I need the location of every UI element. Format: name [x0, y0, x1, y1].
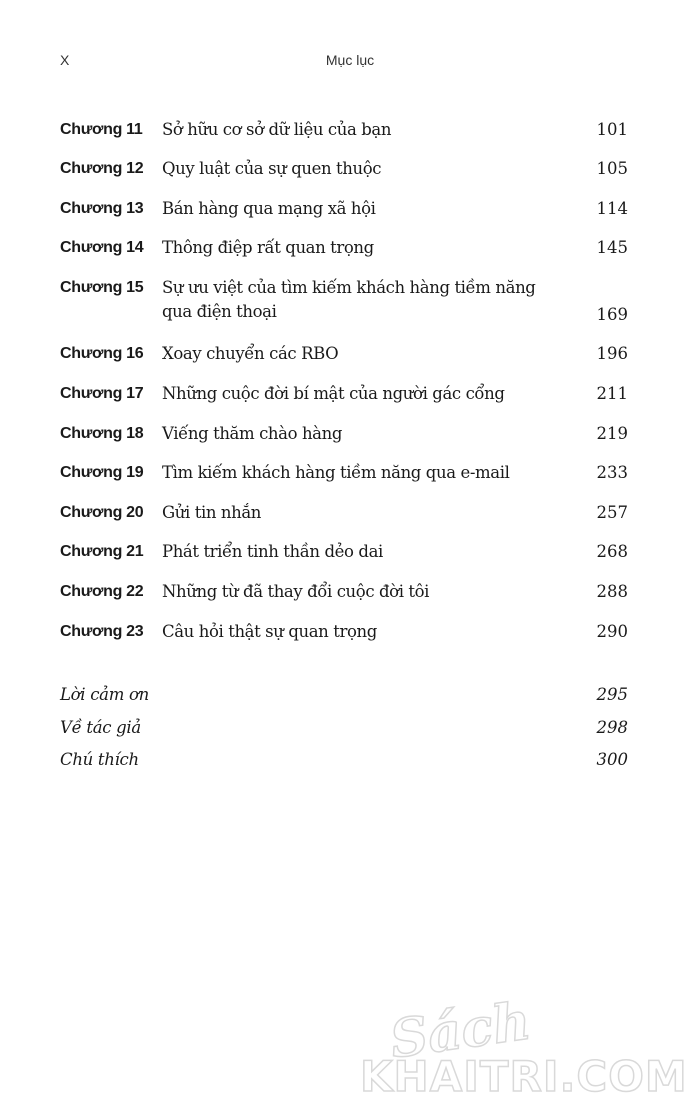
chapter-title: Những từ đã thay đổi cuộc đời tôi: [162, 582, 430, 601]
back-matter-label: Lời cảm ơn: [60, 685, 149, 704]
chapter-page-number: 211: [596, 384, 628, 403]
chapter-page-number: 257: [596, 503, 628, 522]
chapter-title: Xoay chuyển các RBO: [162, 344, 339, 363]
chapter-page-number: 288: [596, 582, 628, 601]
chapter-title: Sở hữu cơ sở dữ liệu của bạn: [162, 120, 392, 139]
chapter-label: Chương 22: [60, 583, 144, 600]
chapter-page-number: 169: [596, 305, 628, 324]
chapter-title: Gửi tin nhắn: [162, 503, 262, 522]
chapter-label: Chương 12: [60, 160, 144, 177]
page-number: X: [60, 52, 70, 68]
chapter-title: Bán hàng qua mạng xã hội: [162, 199, 376, 218]
chapter-page-number: 290: [596, 622, 628, 641]
chapter-label: Chương 13: [60, 200, 144, 217]
chapter-page-number: 196: [596, 344, 628, 363]
chapter-label: Chương 23: [60, 623, 144, 640]
back-matter-page-number: 298: [596, 718, 628, 737]
chapter-page-number: 233: [596, 463, 628, 482]
back-matter-label: Về tác giả: [60, 718, 141, 737]
chapter-title: Những cuộc đời bí mật của người gác cổng: [162, 384, 505, 403]
chapter-label: Chương 18: [60, 425, 144, 442]
chapter-label: Chương 20: [60, 504, 144, 521]
chapter-page-number: 268: [596, 542, 628, 561]
chapter-title: Sự ưu việt của tìm kiếm khách hàng tiềm năng qua điện thoại: [162, 278, 536, 321]
chapter-label: Chương 16: [60, 345, 144, 362]
chapter-label: Chương 19: [60, 464, 144, 481]
watermark-script-text: Sách: [386, 990, 535, 1071]
chapter-page-number: 114: [596, 199, 628, 218]
watermark-brand-text: KHAITRI.COM: [360, 1052, 688, 1101]
watermark-logo: [360, 990, 690, 1110]
chapter-title: Thông điệp rất quan trọng: [162, 238, 374, 257]
chapter-page-number: 145: [596, 238, 628, 257]
back-matter-label: Chú thích: [60, 750, 139, 769]
chapter-page-number: 101: [596, 120, 628, 139]
chapter-label: Chương 21: [60, 543, 144, 560]
chapter-label: Chương 14: [60, 239, 144, 256]
chapter-label: Chương 11: [60, 121, 143, 138]
chapter-title: Câu hỏi thật sự quan trọng: [162, 622, 377, 641]
chapter-label: Chương 17: [60, 385, 144, 402]
chapter-page-number: 219: [596, 424, 628, 443]
running-header-title: Mục lục: [325, 52, 375, 68]
chapter-title: Phát triển tinh thần dẻo dai: [162, 542, 383, 561]
chapter-title: Tìm kiếm khách hàng tiềm năng qua e-mail: [162, 463, 510, 482]
chapter-label: Chương 15: [60, 279, 144, 296]
chapter-title: Viếng thăm chào hàng: [162, 424, 343, 443]
chapter-page-number: 105: [596, 159, 628, 178]
back-matter-page-number: 300: [596, 750, 628, 769]
back-matter-page-number: 295: [596, 685, 628, 704]
chapter-title: Quy luật của sự quen thuộc: [162, 159, 382, 178]
